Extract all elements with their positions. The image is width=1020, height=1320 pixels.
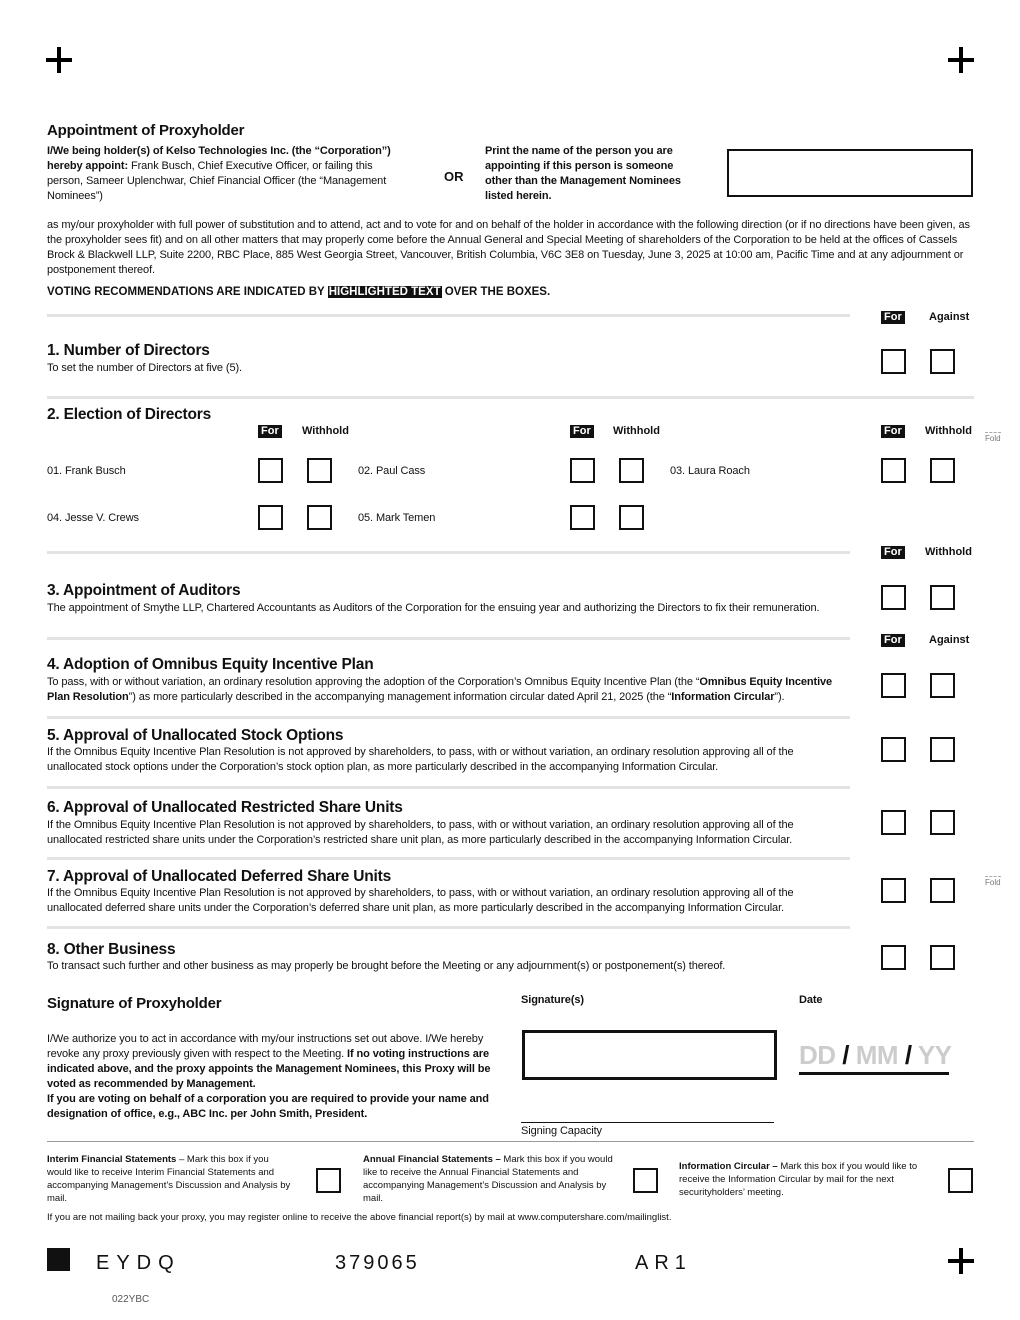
divider — [47, 716, 850, 719]
rec-text-b: OVER THE BOXES. — [444, 286, 551, 298]
director-01-for-checkbox[interactable] — [258, 458, 283, 483]
sig-text-a: I/We authorize you to act in accordance with my/our instructions set out above. I/We hereby revoke any proxy previously given with respect to the Meeting. — [47, 1033, 484, 1060]
item-3-desc: The appointment of Smythe LLP, Chartered Accountants as Auditors of the Corporation for the ensuing year and authorizing the Directors to fix their remuneration. — [47, 602, 820, 614]
director-05-for-checkbox[interactable] — [570, 505, 595, 530]
director-04-for-checkbox[interactable] — [258, 505, 283, 530]
director-04: 04. Jesse V. Crews — [47, 512, 139, 524]
interim-desc: – Mark this box if you would like to receive Interim Financial Statements and accompanying Management’s Discussion and Analysis by mail. — [47, 1154, 291, 1204]
annual-desc: Mark this box if you would like to receive the Annual Financial Statements and accompanying Management’s Discussion and Analysis by mail. — [363, 1154, 613, 1204]
intro-nominees: Frank Busch, Chief Executive Officer, or failing this person, Sameer Uplenchwar, Chief Financial Officer (the “Management Nominees”) — [47, 160, 387, 202]
date-mm: MM — [855, 1040, 899, 1070]
footer-code-2: 379065 — [335, 1252, 420, 1274]
director-02: 02. Paul Cass — [358, 465, 426, 477]
item-7-title: 7. Approval of Unallocated Deferred Share Units — [47, 868, 392, 885]
item-4-title: 4. Adoption of Omnibus Equity Incentive Plan — [47, 656, 374, 673]
divider — [47, 1141, 974, 1142]
annual-statements-text — [363, 1153, 613, 1205]
director-02-for-checkbox[interactable] — [570, 458, 595, 483]
item-3-for-checkbox[interactable] — [881, 585, 906, 610]
highlighted-text: HIGHLIGHTED TEXT — [328, 286, 441, 298]
barcode-square — [47, 1248, 70, 1271]
appointment-title: Appointment of Proxyholder — [47, 122, 245, 139]
divider — [47, 314, 850, 317]
signature-field[interactable] — [522, 1030, 777, 1080]
divider — [47, 926, 850, 929]
intro-appoint: hereby appoint: — [47, 160, 129, 172]
annual-statements-checkbox[interactable] — [633, 1168, 658, 1193]
item-1-for-checkbox[interactable] — [881, 349, 906, 374]
item-1-against-checkbox[interactable] — [930, 349, 955, 374]
or-label: OR — [444, 169, 464, 184]
withhold-label: Withhold — [613, 425, 660, 437]
director-03-for-checkbox[interactable] — [881, 458, 906, 483]
appointment-intro — [47, 144, 407, 204]
signature-instructions — [47, 1032, 497, 1122]
withhold-label: Withhold — [302, 425, 349, 437]
item-7-for-checkbox[interactable] — [881, 878, 906, 903]
item-4-desc-c: ”) as more particularly described in the accompanying management information circular dated April 21, 2025 (the “ — [128, 691, 672, 703]
director-01-withhold-checkbox[interactable] — [307, 458, 332, 483]
item-3-withhold-checkbox[interactable] — [930, 585, 955, 610]
item-6-desc: If the Omnibus Equity Incentive Plan Resolution is not approved by shareholders, to pass, with or without variation, an ordinary resolution approving all of the unallocated restricted share units under the Corporation’s restricted share unit plan, as more particularly described in the accompanying Information Circular. — [47, 819, 794, 846]
divider — [47, 396, 974, 399]
sig-text-b: If no voting instructions are indicated above, and the proxy appoints the Management Nominees, this Proxy will be voted as recommended by Management. — [47, 1048, 491, 1090]
date-underline — [799, 1072, 949, 1075]
voting-recommendations — [47, 286, 550, 298]
item-1-title: 1. Number of Directors — [47, 342, 210, 359]
item-4-against-checkbox[interactable] — [930, 673, 955, 698]
item-4-desc-b: Omnibus Equity Incentive Plan Resolution — [47, 676, 833, 703]
item-8-against-checkbox[interactable] — [930, 945, 955, 970]
item-8-for-checkbox[interactable] — [881, 945, 906, 970]
footer-code-3: AR1 — [635, 1252, 692, 1274]
divider — [47, 786, 850, 789]
for-recommended-label: For — [258, 425, 282, 438]
withhold-label: Withhold — [925, 425, 972, 437]
item-5-for-checkbox[interactable] — [881, 737, 906, 762]
mailing-list-note: If you are not mailing back your proxy, you may register online to receive the above financial report(s) by mail at www.computershare.com/mailinglist. — [47, 1212, 672, 1223]
director-04-withhold-checkbox[interactable] — [307, 505, 332, 530]
item-7-desc: If the Omnibus Equity Incentive Plan Resolution is not approved by shareholders, to pass, with or without variation, an ordinary resolution approving all of the unallocated deferred share units under the Corporation’s deferred share unit plan, as more particularly described in the accompanying Information Circular. — [47, 887, 794, 914]
against-label: Against — [929, 311, 970, 323]
signature-label: Signature(s) — [521, 994, 584, 1006]
item-4-desc — [47, 675, 852, 705]
signing-capacity-line[interactable] — [521, 1122, 774, 1123]
for-recommended-label: For — [881, 634, 905, 647]
sig-text-c: If you are voting on behalf of a corporation you are required to provide your name and designation of office, e.g., ABC Inc. per John Smith, President. — [47, 1093, 489, 1120]
registration-mark — [948, 1248, 974, 1274]
interim-statements-checkbox[interactable] — [316, 1168, 341, 1193]
circ-desc: Mark this box if you would like to receive the Information Circular by mail for the next securityholders’ meeting. — [679, 1161, 918, 1198]
for-recommended-label: For — [881, 546, 905, 559]
divider — [47, 857, 850, 860]
footer-code-4: 022YBC — [112, 1294, 150, 1305]
item-6-against-checkbox[interactable] — [930, 810, 955, 835]
print-name-instructions: Print the name of the person you are appointing if this person is someone other than the Management Nominees listed herein. — [485, 145, 681, 202]
item-8-title: 8. Other Business — [47, 941, 176, 958]
information-circular-checkbox[interactable] — [948, 1168, 973, 1193]
against-label: Against — [929, 634, 970, 646]
item-5-desc: If the Omnibus Equity Incentive Plan Resolution is not approved by shareholders, to pass, with or without variation, an ordinary resolution approving all of the unallocated stock options under the Corporation’s stock option plan, as more particularly described in the accompanying Information Circular. — [47, 746, 794, 773]
director-03: 03. Laura Roach — [670, 465, 750, 477]
item-4-desc-d: Information Circular — [671, 691, 775, 703]
date-slash: / — [904, 1040, 912, 1070]
item-4-desc-a: To pass, with or without variation, an ordinary resolution approving the adoption of the Corporation’s Omnibus Equity Incentive Plan (the “ — [47, 676, 700, 688]
divider — [47, 637, 850, 640]
director-05: 05. Mark Temen — [358, 512, 436, 524]
item-8-desc: To transact such further and other business as may properly be brought before the Meeting or any adjournment(s) or postponement(s) thereof. — [47, 960, 726, 972]
registration-mark — [46, 47, 72, 73]
item-6-for-checkbox[interactable] — [881, 810, 906, 835]
fold-marker: Fold — [985, 878, 1001, 887]
date-yy: YY — [917, 1040, 952, 1070]
registration-mark — [948, 47, 974, 73]
signing-capacity-label: Signing Capacity — [521, 1125, 602, 1137]
item-5-title: 5. Approval of Unallocated Stock Options — [47, 727, 344, 744]
footer-code-1: EYDQ — [96, 1252, 181, 1274]
annual-title: Annual Financial Statements – — [363, 1154, 501, 1165]
intro-corp: I/We being holder(s) of Kelso Technologies Inc. (the “Corporation”) — [47, 145, 391, 157]
item-4-for-checkbox[interactable] — [881, 673, 906, 698]
date-dd: DD — [799, 1040, 836, 1070]
date-slash: / — [842, 1040, 850, 1070]
interim-statements-text — [47, 1153, 292, 1205]
item-2-title: 2. Election of Directors — [47, 406, 212, 423]
proxyholder-name-field[interactable] — [727, 149, 973, 197]
item-5-against-checkbox[interactable] — [930, 737, 955, 762]
rec-text-a: VOTING RECOMMENDATIONS ARE INDICATED BY — [47, 286, 325, 298]
withhold-label: Withhold — [925, 546, 972, 558]
for-recommended-label: For — [881, 311, 905, 324]
information-circular-text — [679, 1160, 919, 1199]
appointment-body: as my/our proxyholder with full power of substitution and to attend, act and to vote for and on behalf of the holder in accordance with the following direction (or if no directions have been given, as the proxyholder sees fit) and on all other matters that may properly come before the Annual General and Special Meeting of shareholders of the Corporation to be held at the offices of Cassels Brock & Blackwell LLP, Suite 2200, RBC Place, 885 West Georgia Street, Vancouver, British Columbia, V6C 3E8 on Tuesday, June 3, 2025 at 10:00 am, Pacific Time and at any adjournment or postponement thereof. — [47, 219, 970, 276]
circ-title: Information Circular – — [679, 1161, 778, 1172]
item-6-title: 6. Approval of Unallocated Restricted Share Units — [47, 799, 403, 816]
director-01: 01. Frank Busch — [47, 465, 126, 477]
divider — [47, 551, 850, 554]
item-1-desc: To set the number of Directors at five (5). — [47, 362, 243, 374]
item-7-against-checkbox[interactable] — [930, 878, 955, 903]
director-02-withhold-checkbox[interactable] — [619, 458, 644, 483]
date-field[interactable] — [799, 1040, 952, 1071]
for-recommended-label: For — [881, 425, 905, 438]
fold-marker: Fold — [985, 434, 1001, 443]
for-recommended-label: For — [570, 425, 594, 438]
date-label: Date — [799, 994, 823, 1006]
director-05-withhold-checkbox[interactable] — [619, 505, 644, 530]
item-4-desc-e: ”). — [774, 691, 785, 703]
director-03-withhold-checkbox[interactable] — [930, 458, 955, 483]
interim-title: Interim Financial Statements — [47, 1154, 177, 1165]
item-3-title: 3. Appointment of Auditors — [47, 582, 241, 599]
signature-title: Signature of Proxyholder — [47, 995, 222, 1012]
